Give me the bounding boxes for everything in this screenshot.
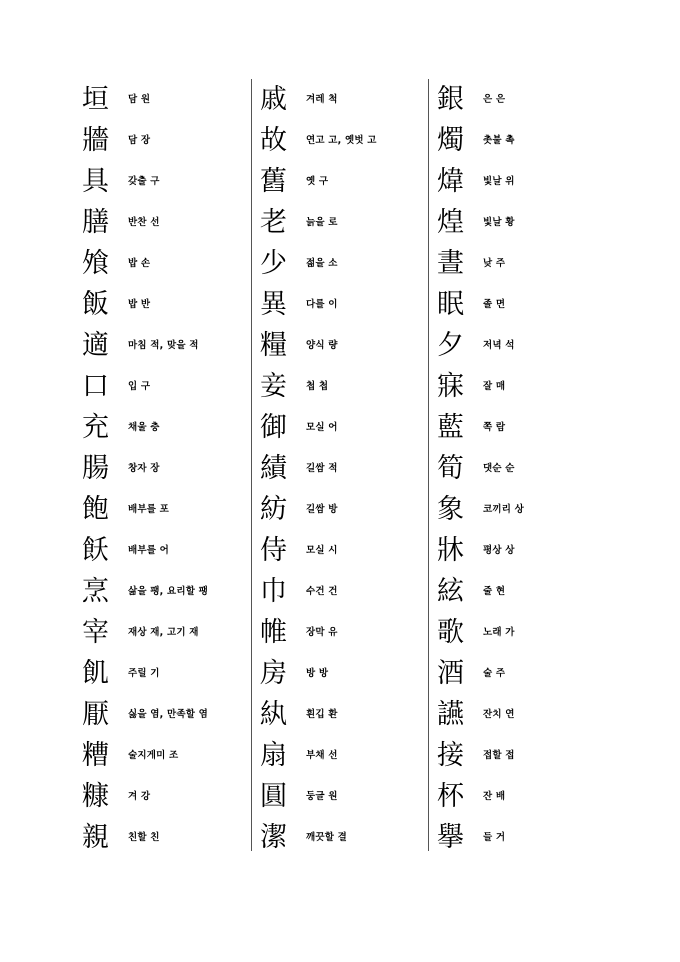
hanja-character: 膳 [82,206,109,238]
hanja-meaning: 밥 반 [128,298,151,310]
hanja-character: 杯 [437,780,464,812]
hanja-character: 接 [437,739,464,771]
hanja-character: 烹 [82,575,109,607]
hanja-meaning: 젊을 소 [306,257,338,269]
hanja-meaning: 겨 강 [128,790,151,802]
hanja-meaning: 다를 이 [306,298,338,310]
hanja-entry [82,284,257,325]
hanja-entry [82,407,257,448]
hanja-meaning: 늙을 로 [306,216,338,228]
hanja-character: 少 [260,247,287,279]
hanja-entry [437,571,612,612]
hanja-meaning: 갖출 구 [128,175,160,187]
hanja-entry [437,243,612,284]
hanja-entry [260,202,435,243]
hanja-entry [437,448,612,489]
hanja-meaning: 길쌈 방 [306,503,338,515]
hanja-meaning: 코끼리 상 [483,503,525,515]
hanja-entry [260,243,435,284]
hanja-character: 異 [260,288,287,320]
hanja-entry [437,79,612,120]
hanja-character: 故 [260,124,287,156]
hanja-character: 酒 [437,657,464,689]
hanja-character: 飯 [82,288,109,320]
hanja-character: 績 [260,452,287,484]
hanja-character: 糧 [260,329,287,361]
hanja-meaning: 방 방 [306,667,329,679]
hanja-meaning: 줄 현 [483,585,506,597]
hanja-entry [437,407,612,448]
hanja-entry [260,284,435,325]
hanja-character: 煒 [437,165,464,197]
hanja-meaning: 잔 배 [483,790,506,802]
hanja-entry [260,530,435,571]
hanja-meaning: 노래 가 [483,626,515,638]
hanja-entry [82,571,257,612]
hanja-entry [82,202,257,243]
hanja-meaning: 쪽 람 [483,421,506,433]
hanja-entry [82,120,257,161]
hanja-column-3 [437,79,612,858]
hanja-character: 親 [82,821,109,853]
hanja-meaning: 평상 상 [483,544,515,556]
hanja-character: 老 [260,206,287,238]
hanja-meaning: 입 구 [128,380,151,392]
hanja-meaning: 첩 첩 [306,380,329,392]
hanja-entry [437,120,612,161]
hanja-entry [82,694,257,735]
hanja-entry [437,735,612,776]
hanja-character: 巾 [260,575,287,607]
hanja-entry [260,694,435,735]
hanja-character: 飽 [82,493,109,525]
hanja-entry [260,325,435,366]
hanja-entry [437,202,612,243]
hanja-meaning: 길쌈 적 [306,462,338,474]
hanja-entry [82,79,257,120]
hanja-character: 腸 [82,452,109,484]
hanja-meaning: 모실 어 [306,421,338,433]
hanja-entry [82,735,257,776]
hanja-character: 紡 [260,493,287,525]
hanja-character: 夕 [437,329,464,361]
hanja-character: 藍 [437,411,464,443]
hanja-character: 眠 [437,288,464,320]
hanja-entry [437,612,612,653]
hanja-meaning: 빛날 위 [483,175,515,187]
hanja-character: 御 [260,411,287,443]
hanja-entry [260,448,435,489]
hanja-entry [82,325,257,366]
hanja-character: 飧 [82,247,109,279]
hanja-meaning: 장막 유 [306,626,338,638]
hanja-meaning: 재상 재, 고기 재 [128,626,199,638]
hanja-meaning: 저녁 석 [483,339,515,351]
hanja-entry [82,530,257,571]
hanja-character: 戚 [260,83,287,115]
hanja-character: 糟 [82,739,109,771]
hanja-character: 擧 [437,821,464,853]
hanja-meaning: 겨레 척 [306,93,338,105]
hanja-meaning: 접할 접 [483,749,515,761]
hanja-meaning: 둥글 원 [306,790,338,802]
hanja-column-2 [260,79,435,858]
hanja-character: 圓 [260,780,287,812]
hanja-meaning: 담 원 [128,93,151,105]
hanja-entry [437,161,612,202]
hanja-character: 垣 [82,83,109,115]
hanja-meaning: 배부를 어 [128,544,170,556]
hanja-column-1 [82,79,257,858]
hanja-entry [260,366,435,407]
hanja-meaning: 반찬 선 [128,216,160,228]
hanja-entry [260,612,435,653]
hanja-entry [260,776,435,817]
hanja-meaning: 빛날 황 [483,216,515,228]
hanja-entry [260,735,435,776]
hanja-character: 燭 [437,124,464,156]
hanja-meaning: 수건 건 [306,585,338,597]
hanja-entry [437,489,612,530]
hanja-character: 象 [437,493,464,525]
hanja-character: 舊 [260,165,287,197]
hanja-entry [260,120,435,161]
hanja-meaning: 싫을 염, 만족할 염 [128,708,208,720]
hanja-character: 牀 [437,534,464,566]
hanja-character: 厭 [82,698,109,730]
hanja-character: 筍 [437,452,464,484]
hanja-character: 侍 [260,534,287,566]
hanja-character: 飫 [82,534,109,566]
hanja-entry [437,653,612,694]
hanja-character: 口 [82,370,109,402]
hanja-meaning: 연고 고, 옛벗 고 [306,134,377,146]
hanja-character: 紈 [260,698,287,730]
hanja-entry [260,161,435,202]
hanja-entry [260,571,435,612]
hanja-meaning: 친할 친 [128,831,160,843]
hanja-meaning: 들 거 [483,831,506,843]
hanja-meaning: 졸 면 [483,298,506,310]
hanja-character: 牆 [82,124,109,156]
hanja-character: 煌 [437,206,464,238]
hanja-meaning: 깨끗할 결 [306,831,348,843]
hanja-entry [82,366,257,407]
hanja-character: 宰 [82,616,109,648]
hanja-meaning: 모실 시 [306,544,338,556]
hanja-character: 具 [82,165,109,197]
hanja-entry [260,489,435,530]
hanja-entry [260,653,435,694]
hanja-meaning: 술지게미 조 [128,749,179,761]
hanja-entry [437,366,612,407]
hanja-character: 寐 [437,370,464,402]
hanja-meaning: 댓순 순 [483,462,515,474]
hanja-meaning: 양식 량 [306,339,338,351]
hanja-character: 扇 [260,739,287,771]
hanja-entry [82,776,257,817]
hanja-meaning: 배부를 포 [128,503,170,515]
hanja-entry [437,284,612,325]
hanja-character: 絃 [437,575,464,607]
hanja-entry [82,448,257,489]
hanja-meaning: 밥 손 [128,257,151,269]
hanja-entry [260,79,435,120]
hanja-meaning: 부채 선 [306,749,338,761]
hanja-character: 妾 [260,370,287,402]
hanja-meaning: 잔치 연 [483,708,515,720]
hanja-meaning: 흰깁 환 [306,708,338,720]
hanja-meaning: 주릴 기 [128,667,160,679]
hanja-character: 房 [260,657,287,689]
hanja-entry [260,407,435,448]
hanja-meaning: 잘 매 [483,380,506,392]
hanja-meaning: 담 장 [128,134,151,146]
hanja-character: 帷 [260,616,287,648]
hanja-meaning: 술 주 [483,667,506,679]
hanja-entry [437,530,612,571]
hanja-entry [437,694,612,735]
hanja-entry [437,817,612,858]
hanja-entry [82,489,257,530]
hanja-character: 適 [82,329,109,361]
hanja-character: 晝 [437,247,464,279]
hanja-entry [260,817,435,858]
hanja-character: 歌 [437,616,464,648]
hanja-entry [82,243,257,284]
hanja-entry [437,325,612,366]
hanja-entry [82,612,257,653]
hanja-meaning: 채울 충 [128,421,160,433]
hanja-character: 充 [82,411,109,443]
hanja-meaning: 삶을 팽, 요리할 팽 [128,585,208,597]
hanja-meaning: 은 은 [483,93,506,105]
hanja-meaning: 옛 구 [306,175,329,187]
hanja-meaning: 마침 적, 맞을 적 [128,339,199,351]
hanja-entry [82,161,257,202]
hanja-meaning: 낮 주 [483,257,506,269]
hanja-meaning: 촛불 촉 [483,134,515,146]
hanja-entry [82,653,257,694]
hanja-character: 糠 [82,780,109,812]
hanja-character: 銀 [437,83,464,115]
hanja-entry [82,817,257,858]
hanja-character: 飢 [82,657,109,689]
hanja-character: 潔 [260,821,287,853]
hanja-entry [437,776,612,817]
hanja-character: 讌 [437,698,464,730]
hanja-meaning: 창자 장 [128,462,160,474]
